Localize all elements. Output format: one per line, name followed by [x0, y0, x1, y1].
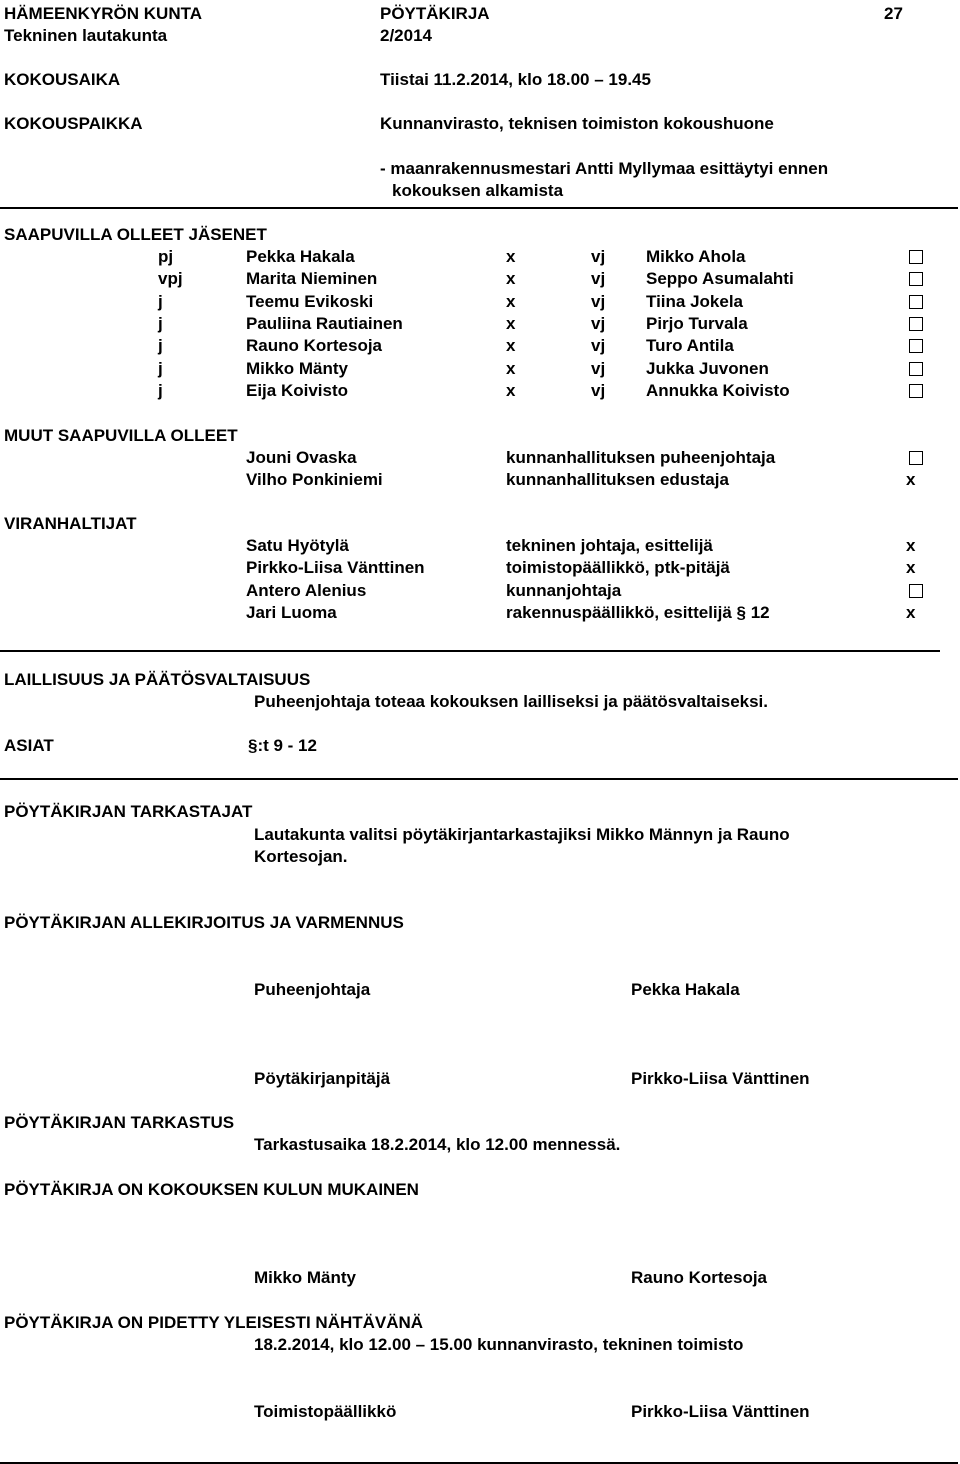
- attendee-name: Vilho Ponkiniemi: [246, 470, 383, 490]
- official-present-mark: x: [906, 558, 916, 578]
- publication-text: 18.2.2014, klo 12.00 – 15.00 kunnanvirasto, tekninen toimisto: [254, 1335, 744, 1354]
- reviewers-heading: PÖYTÄKIRJAN TARKASTAJAT: [4, 802, 253, 821]
- document-type: PÖYTÄKIRJA: [380, 4, 490, 23]
- meeting-time-value: Tiistai 11.2.2014, klo 18.00 – 19.45: [380, 70, 651, 89]
- deputy-role: vj: [591, 313, 606, 333]
- checkbox-empty: [909, 339, 923, 353]
- deputy-name: Seppo Asumalahti: [646, 269, 794, 289]
- official-title: kunnanjohtaja: [506, 580, 622, 600]
- others-heading: MUUT SAAPUVILLA OLLEET: [4, 426, 238, 445]
- member-name: Pekka Hakala: [246, 247, 355, 266]
- deputy-name: Jukka Juvonen: [646, 358, 769, 378]
- conformity-signer1: Mikko Mänty: [254, 1268, 357, 1287]
- official-title: toimistopäällikkö, ptk-pitäjä: [506, 558, 730, 578]
- divider: [0, 650, 940, 652]
- member-role: pj: [158, 247, 174, 266]
- attendee-name: Jouni Ovaska: [246, 448, 357, 467]
- divider: [0, 207, 958, 209]
- deputy-role: vj: [591, 380, 606, 400]
- officials-heading: VIRANHALTIJAT: [4, 514, 137, 533]
- member-present-mark: x: [506, 358, 516, 378]
- signatures-heading: PÖYTÄKIRJAN ALLEKIRJOITUS JA VARMENNUS: [4, 913, 404, 932]
- official-name: Antero Alenius: [246, 580, 367, 600]
- official-title: rakennuspäällikkö, esittelijä § 12: [506, 602, 770, 622]
- deputy-name: Tiina Jokela: [646, 291, 744, 311]
- official-name: Jari Luoma: [246, 602, 337, 622]
- official-name: Pirkko-Liisa Vänttinen: [246, 558, 425, 578]
- deputy-role: vj: [591, 336, 606, 356]
- legality-heading: LAILLISUUS JA PÄÄTÖSVALTAISUUS: [4, 670, 311, 689]
- reviewers-line2: Kortesojan.: [254, 847, 348, 866]
- member-present-mark: x: [506, 336, 516, 356]
- publication-signer-name: Pirkko-Liisa Vänttinen: [631, 1402, 810, 1421]
- deputy-role: vj: [591, 269, 606, 289]
- member-role: vpj: [158, 269, 183, 289]
- legality-text: Puheenjohtaja toteaa kokouksen lailliseksi ja päätösvaltaiseksi.: [254, 692, 769, 711]
- member-role: j: [158, 313, 163, 333]
- deputy-name: Mikko Ahola: [646, 247, 746, 266]
- member-name: Eija Koivisto: [246, 380, 349, 400]
- meeting-note-line1: - maanrakennusmestari Antti Myllymaa esittäytyi ennen: [380, 159, 829, 178]
- meeting-note-line2: kokouksen alkamista: [392, 181, 564, 200]
- conformity-heading: PÖYTÄKIRJA ON KOKOUKSEN KULUN MUKAINEN: [4, 1180, 419, 1199]
- checkbox-empty: [909, 362, 923, 376]
- member-present-mark: x: [506, 247, 516, 266]
- member-name: Mikko Mänty: [246, 358, 349, 378]
- members-heading: SAAPUVILLA OLLEET JÄSENET: [4, 225, 267, 244]
- chair-label: Puheenjohtaja: [254, 980, 371, 999]
- items-label: ASIAT: [4, 736, 54, 755]
- review-heading: PÖYTÄKIRJAN TARKASTUS: [4, 1113, 235, 1132]
- items-value: §:t 9 - 12: [248, 736, 317, 755]
- member-name: Marita Nieminen: [246, 269, 378, 289]
- municipality-name: HÄMEENKYRÖN KUNTA: [4, 4, 203, 23]
- meeting-place-label: KOKOUSPAIKKA: [4, 114, 143, 133]
- meeting-time-label: KOKOUSAIKA: [4, 70, 121, 89]
- member-role: j: [158, 380, 163, 400]
- member-present-mark: x: [506, 313, 516, 333]
- publication-heading: PÖYTÄKIRJA ON PIDETTY YLEISESTI NÄHTÄVÄNÄ: [4, 1313, 424, 1332]
- publication-signer-label: Toimistopäällikkö: [254, 1402, 397, 1421]
- official-name: Satu Hyötylä: [246, 536, 349, 555]
- review-text: Tarkastusaika 18.2.2014, klo 12.00 mennessä.: [254, 1135, 621, 1154]
- reviewers-line1: Lautakunta valitsi pöytäkirjantarkastajiksi Mikko Männyn ja Rauno: [254, 825, 790, 844]
- deputy-role: vj: [591, 247, 606, 266]
- member-role: j: [158, 336, 163, 356]
- deputy-name: Pirjo Turvala: [646, 313, 748, 333]
- checkbox-empty: [909, 317, 923, 331]
- member-role: j: [158, 291, 163, 311]
- divider: [0, 778, 958, 780]
- member-role: j: [158, 358, 163, 378]
- official-present-mark: x: [906, 536, 916, 555]
- secretary-name: Pirkko-Liisa Vänttinen: [631, 1069, 810, 1088]
- official-present-mark: x: [906, 602, 916, 622]
- member-name: Rauno Kortesoja: [246, 336, 383, 356]
- member-present-mark: x: [506, 269, 516, 289]
- checkbox-empty: [909, 451, 923, 465]
- secretary-label: Pöytäkirjanpitäjä: [254, 1069, 391, 1088]
- committee-name: Tekninen lautakunta: [4, 26, 168, 45]
- deputy-role: vj: [591, 358, 606, 378]
- member-name: Teemu Evikoski: [246, 291, 374, 311]
- checkbox-empty: [909, 295, 923, 309]
- conformity-signer2: Rauno Kortesoja: [631, 1268, 768, 1287]
- official-title: tekninen johtaja, esittelijä: [506, 536, 713, 555]
- document-number: 2/2014: [380, 26, 432, 45]
- checkbox-empty: [909, 272, 923, 286]
- checkbox-empty: [909, 584, 923, 598]
- attendee-title: kunnanhallituksen puheenjohtaja: [506, 448, 776, 467]
- deputy-name: Turo Antila: [646, 336, 734, 356]
- member-present-mark: x: [506, 291, 516, 311]
- attendee-title: kunnanhallituksen edustaja: [506, 470, 729, 490]
- member-name: Pauliina Rautiainen: [246, 313, 403, 333]
- deputy-role: vj: [591, 291, 606, 311]
- checkbox-empty: [909, 250, 923, 264]
- checkbox-empty: [909, 384, 923, 398]
- page-number: 27: [884, 4, 903, 23]
- member-present-mark: x: [506, 380, 516, 400]
- deputy-name: Annukka Koivisto: [646, 380, 790, 400]
- chair-name: Pekka Hakala: [631, 980, 740, 999]
- meeting-place-value: Kunnanvirasto, teknisen toimiston kokoushuone: [380, 114, 774, 133]
- attendee-present-mark: x: [906, 470, 916, 490]
